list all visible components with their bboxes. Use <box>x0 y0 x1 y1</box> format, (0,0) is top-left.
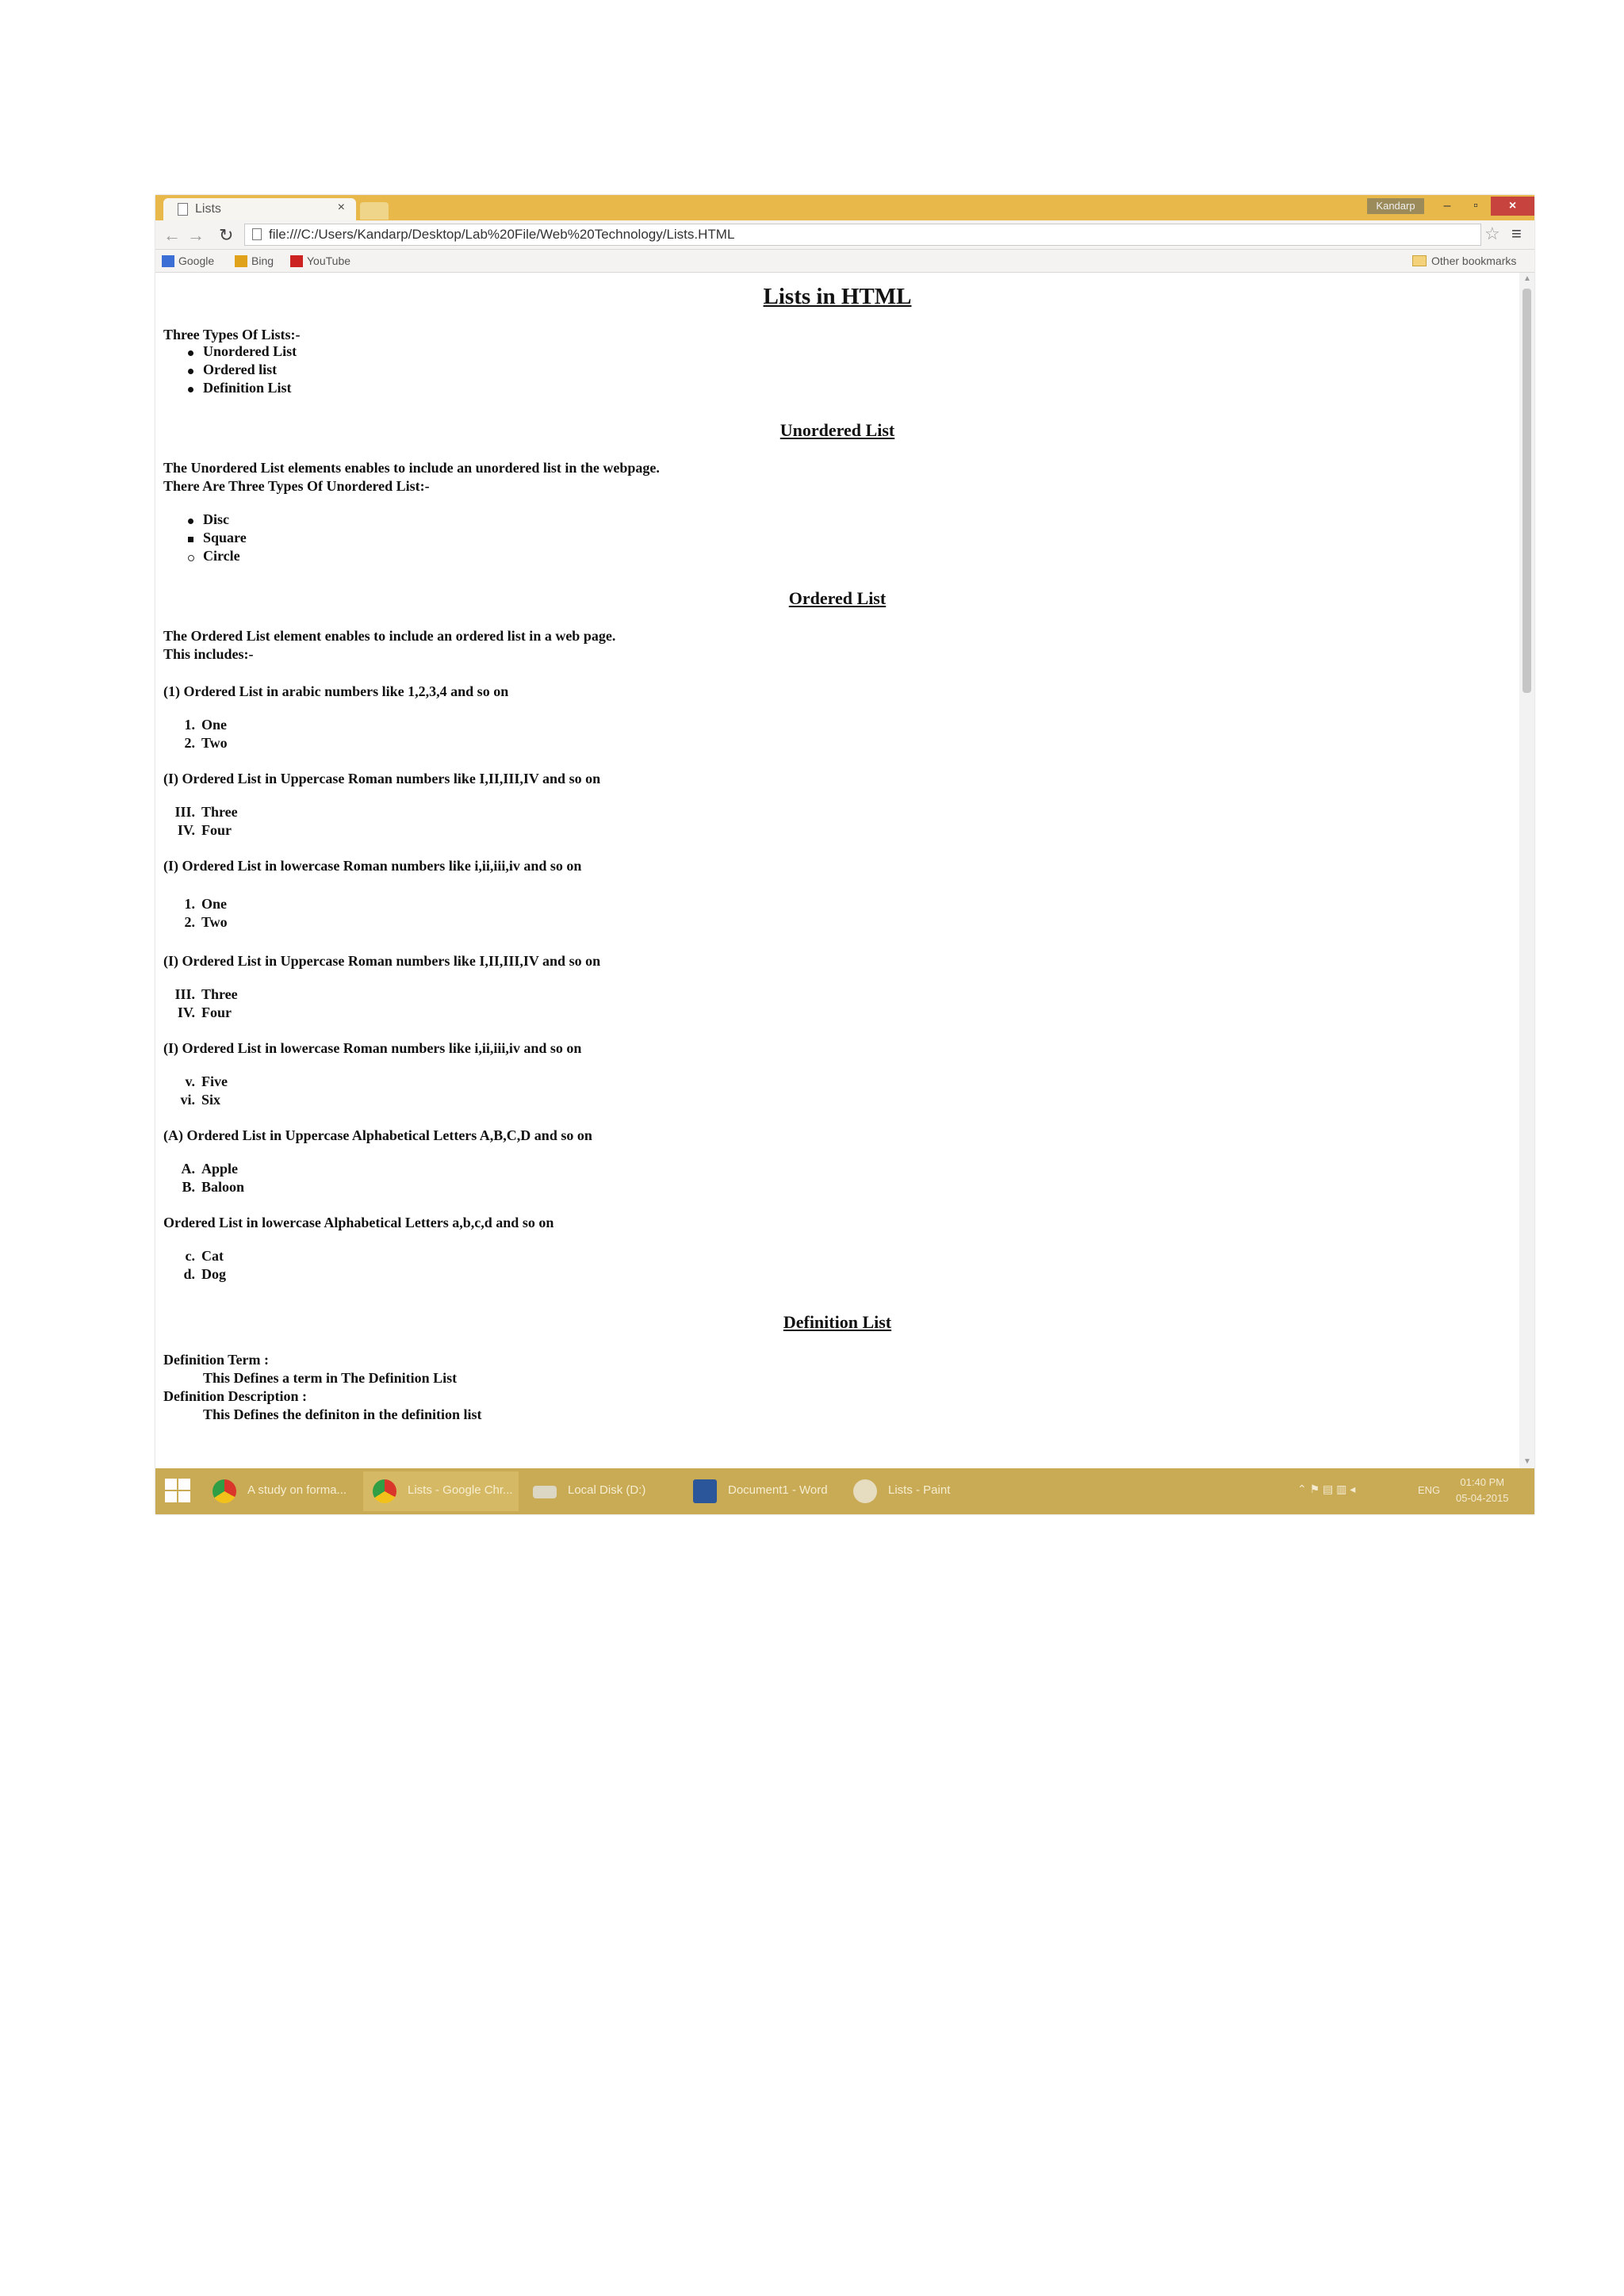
tab-title: Lists <box>195 202 221 216</box>
word-icon <box>693 1479 717 1503</box>
taskbar-item-local-disk[interactable]: Local Disk (D:) <box>523 1471 679 1511</box>
definition-term-label: Definition Term : <box>163 1352 269 1368</box>
back-arrow-icon[interactable]: ← <box>163 225 181 245</box>
list-marker: B. <box>182 1179 195 1195</box>
list-marker: 1. <box>184 896 195 912</box>
address-bar[interactable] <box>244 224 1481 246</box>
paint-icon <box>853 1479 877 1503</box>
star-icon[interactable]: ☆ <box>1484 224 1500 243</box>
list-item: Two <box>201 735 228 751</box>
list-marker: vi. <box>180 1092 195 1108</box>
reload-icon[interactable]: ↻ <box>219 225 234 245</box>
clock[interactable] <box>1456 1475 1509 1506</box>
bookmark-youtube[interactable]: YouTube <box>290 254 350 267</box>
list-bullet <box>188 369 193 374</box>
windows-logo-icon <box>178 1491 190 1502</box>
unordered-desc-2: There Are Three Types Of Unordered List:- <box>163 478 430 494</box>
list-bullet <box>188 350 193 356</box>
drive-icon <box>533 1486 557 1498</box>
page-title: Lists in HTML <box>763 284 912 309</box>
browser-toolbar <box>155 220 1534 250</box>
list-marker: IV. <box>177 1004 195 1020</box>
list-item: Cat <box>201 1248 224 1264</box>
bookmarks-bar <box>155 250 1534 273</box>
list-item: Disc <box>203 511 229 527</box>
taskbar-item-chrome-study[interactable]: A study on forma... <box>203 1471 358 1511</box>
bookmark-google[interactable]: Google <box>162 254 214 267</box>
list-item: One <box>201 717 228 733</box>
taskbar-item-word[interactable]: Document1 - Word <box>684 1471 839 1511</box>
list-item: One <box>201 896 228 912</box>
language-indicator[interactable]: ENG <box>1418 1484 1441 1496</box>
list-item: Circle <box>203 548 240 564</box>
maximize-button[interactable]: ▫ <box>1473 199 1478 212</box>
list-marker: III. <box>174 804 195 820</box>
list-marker: A. <box>181 1161 195 1177</box>
menu-icon[interactable]: ≡ <box>1511 224 1522 243</box>
address-text: file:///C:/Users/Kandarp/Desktop/Lab%20File/Web%20Technology/Lists.HTML <box>269 227 735 242</box>
list-marker: III. <box>174 986 195 1002</box>
profile-button[interactable]: Kandarp <box>1367 198 1424 214</box>
list-item: Three <box>201 804 238 820</box>
list-item: Dog <box>201 1266 226 1282</box>
ordered-caption: (I) Ordered List in lowercase Roman numbers like i,ii,iii,iv and so on <box>163 858 582 874</box>
taskbar-item-paint[interactable]: Lists - Paint <box>844 1471 999 1511</box>
list-marker: IV. <box>177 822 195 838</box>
taskbar-item-chrome-lists[interactable]: Lists - Google Chr... <box>363 1471 519 1511</box>
google-icon <box>162 255 174 267</box>
title-bar <box>155 195 1534 220</box>
youtube-icon <box>290 255 303 267</box>
list-marker: c. <box>185 1248 195 1264</box>
ordered-caption: (1) Ordered List in arabic numbers like 1,2,3,4 and so on <box>163 683 509 699</box>
tab-close-icon[interactable]: × <box>337 201 345 214</box>
disc-marker <box>188 519 193 524</box>
definition-term-text: This Defines a term in The Definition List <box>203 1370 458 1386</box>
other-bookmarks[interactable]: Other bookmarks <box>1412 254 1516 267</box>
unordered-desc-1: The Unordered List elements enables to include an unordered list in the webpage. <box>163 460 660 476</box>
close-window-button[interactable]: × <box>1491 197 1534 216</box>
list-item: Six <box>201 1092 221 1108</box>
list-item: Apple <box>201 1161 239 1177</box>
chrome-icon <box>213 1479 236 1503</box>
list-marker: v. <box>185 1073 195 1089</box>
windows-logo-icon <box>165 1479 177 1490</box>
square-marker <box>188 537 193 542</box>
scroll-up-icon[interactable]: ▲ <box>1523 274 1531 283</box>
list-item: Three <box>201 986 238 1002</box>
list-marker: d. <box>183 1266 195 1282</box>
folder-icon <box>1412 255 1427 266</box>
list-item: Square <box>203 530 247 545</box>
scroll-down-icon[interactable]: ▼ <box>1523 1457 1531 1466</box>
circle-marker <box>188 555 194 561</box>
list-marker: 2. <box>184 914 195 930</box>
bookmark-bing[interactable]: Bing <box>235 254 274 267</box>
unordered-heading: Unordered List <box>779 420 895 440</box>
list-item: Baloon <box>201 1179 245 1195</box>
definition-desc-text: This Defines the definiton in the definition list <box>203 1406 482 1422</box>
intro-text: Three Types Of Lists:- <box>163 327 301 342</box>
windows-logo-icon <box>165 1491 177 1502</box>
ordered-caption: Ordered List in lowercase Alphabetical Letters a,b,c,d and so on <box>163 1215 554 1230</box>
page-icon <box>252 228 262 240</box>
ordered-caption: (I) Ordered List in Uppercase Roman numbers like I,II,III,IV and so on <box>163 953 601 969</box>
screenshot-frame <box>155 195 1534 1514</box>
list-marker: 1. <box>184 717 195 733</box>
list-item: Ordered list <box>203 362 278 377</box>
list-item: Five <box>201 1073 228 1089</box>
list-item: Unordered List <box>203 343 297 359</box>
ordered-caption: (I) Ordered List in Uppercase Roman numbers like I,II,III,IV and so on <box>163 771 601 786</box>
definition-desc-label: Definition Description : <box>163 1388 307 1404</box>
definition-heading: Definition List <box>783 1312 892 1332</box>
new-tab-button[interactable] <box>360 202 389 220</box>
bing-icon <box>235 255 247 267</box>
list-item: Definition List <box>203 380 292 396</box>
page-content <box>155 273 1519 1468</box>
page-icon <box>178 203 188 216</box>
list-item: Four <box>201 1004 232 1020</box>
chrome-icon <box>373 1479 396 1503</box>
system-tray-icons[interactable]: ⌃ ⚑ ▤ ▥ ◂ <box>1297 1483 1356 1495</box>
list-bullet <box>188 387 193 392</box>
ordered-caption: (A) Ordered List in Uppercase Alphabetical Letters A,B,C,D and so on <box>163 1127 592 1143</box>
scrollbar-thumb[interactable] <box>1522 289 1531 693</box>
list-item: Four <box>201 822 232 838</box>
ordered-desc-1: The Ordered List element enables to include an ordered list in a web page. <box>163 628 616 644</box>
windows-taskbar <box>155 1468 1534 1514</box>
windows-logo-icon <box>178 1479 190 1490</box>
clock-date: 05-04-2015 <box>1456 1492 1509 1504</box>
minimize-button[interactable]: – <box>1443 199 1451 212</box>
ordered-caption: (I) Ordered List in lowercase Roman numbers like i,ii,iii,iv and so on <box>163 1040 582 1056</box>
ordered-desc-2: This includes:- <box>163 646 254 662</box>
start-button[interactable] <box>162 1476 193 1505</box>
ordered-heading: Ordered List <box>788 588 887 608</box>
clock-time: 01:40 PM <box>1460 1476 1505 1488</box>
list-marker: 2. <box>184 735 195 751</box>
list-item: Two <box>201 914 228 930</box>
vertical-scrollbar[interactable] <box>1519 273 1534 1468</box>
browser-tab[interactable] <box>163 198 356 220</box>
forward-arrow-icon[interactable]: → <box>187 225 205 245</box>
